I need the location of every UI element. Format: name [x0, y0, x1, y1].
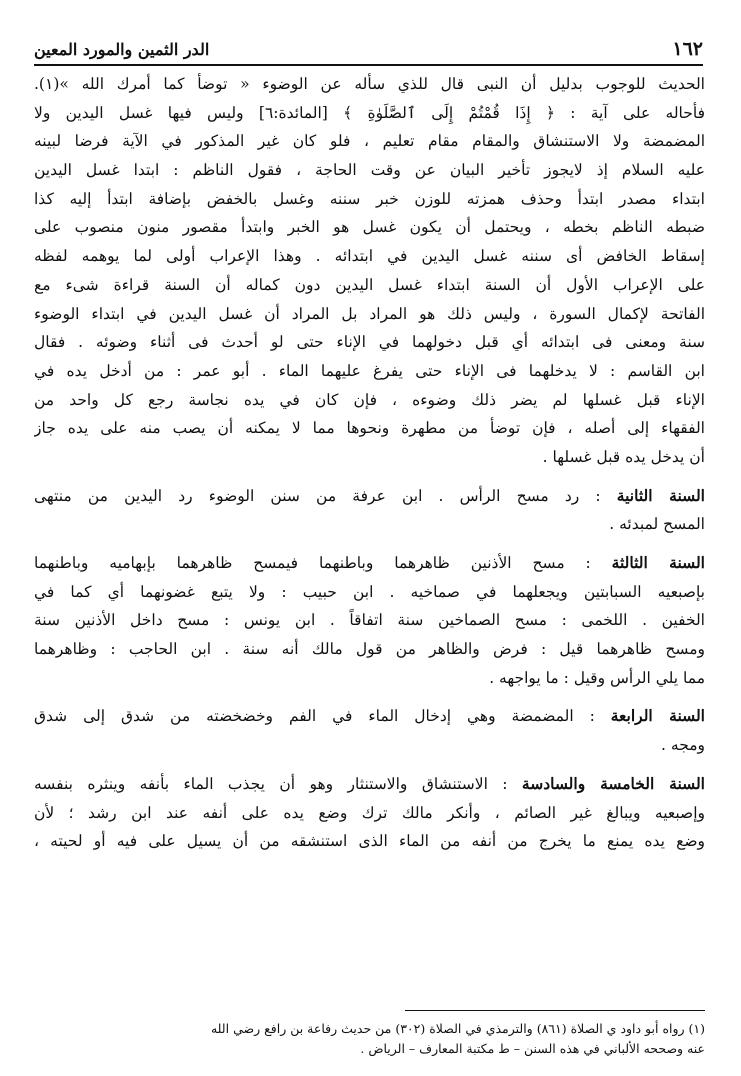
footnote-rule — [405, 1010, 705, 1011]
text-line: بإصبعيه السبابتين ويجعلهما في صماخيه . ابن حبيب : ولا يتبع غضونهما أي كما في — [34, 582, 705, 601]
section-lead: السنة الثانية — [616, 485, 705, 505]
page-number: ١٦٢ — [672, 38, 703, 60]
text-line: ضبطه الناظم بخطه ، ويحتمل أن يكون غسل هو الخبر وابتدأ مقصور منون منصوب على — [34, 218, 705, 237]
text-line: المسح لمبدئه . — [609, 515, 705, 534]
text-line: عليه السلام إذ لايجوز تأخير البيان عن وقت الحاجة ، فقول الناظم : ابتدا غسل اليدين — [34, 161, 705, 180]
text-line: وإصبعيه ويبالغ غير الصائم ، وأنكر مالك ترك وضع يده على أنفه عند ابن رشد ؛ لأن — [34, 803, 705, 822]
text-line: الخفين . اللخمى : مسح الصماخين سنة اتفاقاً . ابن يونس : مسح داخل الأذنين سنة — [34, 611, 705, 630]
text-line: المضمضة ولا الاستنشاق والمقام مقام تعليم ، فلو كان غير المذكور في الآية فرضا لبينه — [34, 132, 705, 151]
text-line: السنة الرابعة : المضمضة وهي إدخال الماء في الفم وخضخضته من شدق إلى شدق — [34, 706, 705, 726]
text-line: الفقهاء إلى أصله ، فإن توضأ من مطهرة ونحوها مما لا يمكنه أن يصب منه على يده جاز — [34, 419, 705, 438]
text-line: السنة الخامسة والسادسة : الاستنشاق والاستنثار وهو أن يجذب الماء بأنفه وينثره بنفسه — [34, 773, 705, 793]
footnote-line: عنه وصححه الألباني في هذه السنن – ط مكتبة المعارف – الرياض . — [360, 1041, 705, 1056]
paragraph-sunnah-2 — [34, 482, 705, 539]
text-line: الحديث للوجوب بدليل أن النبى قال للذي سأله عن الوضوء « توضأ كما أمرك الله »(١). — [34, 75, 705, 93]
text-line: السنة الثالثة : مسح الأذنين ظاهرهما وباطنهما فيمسح ظاهرهما بإبهاميه وباطنهما — [34, 553, 705, 572]
text-line: سنة ومعنى فى ابتدائه أي قبل دخولهما في الإناء حتى لو أحدث فى أثناء وضوئه . فقال — [34, 333, 705, 352]
footnote — [34, 1010, 705, 1059]
text-line: أن يدخل يده قبل غسلها . — [542, 447, 705, 466]
text-line: فأحاله على آية : ﴿ إِذَا قُمْتُمْ إِلَى ٱلصَّلَوٰةِ ﴾ [المائدة:٦] وليس فيها غسل اليدين ولا — [34, 103, 705, 122]
section-lead: السنة الثالثة — [611, 553, 705, 572]
section-lead: السنة الخامسة والسادسة — [521, 773, 705, 793]
paragraph-sunnah-3 — [34, 549, 705, 692]
text-line: الإناء قبل غسلها لم يضر ذلك وضوءه ، فإن كان في يده نجاسة رجع كل واحد من — [34, 390, 705, 409]
text-line: ابن القاسم : لا يدخلهما فى الإناء حتى يفرغ عليهما الماء . أبو عمر : من أدخل يده في — [34, 361, 705, 380]
paragraph-sunnah-4 — [34, 702, 705, 759]
text-line: ومجه . — [661, 736, 705, 755]
text-line: ابتداء مصدر ابتدأ وحذف همزته للوزن خبر سننه وغسل بالخفض بإضافة ابتدأ إليه كذا — [34, 189, 705, 208]
footnote-line: (١) رواه أبو داود ي الصلاة (٨٦١) والترمذي في الصلاة (٣٠٢) من حديث رفاعة بن رافع رضي الله — [210, 1021, 705, 1036]
text-line: وضع يده يمنع ما يخرج من أنفه من الماء الذى استنشقه من أن يسيل على فيه أو لحيته ، — [34, 832, 705, 851]
text-line: على الإعراب الأول أن السنة ابتداء غسل اليدين دون كماله أن السنة قراءة شىء مع — [34, 275, 705, 294]
book-title: الدر الثمين والمورد المعين — [34, 40, 210, 59]
text-line: مما يلي الرأس وقيل : ما يواجهه . — [489, 668, 705, 687]
text-line: الفاتحة لإكمال السورة ، وليس ذلك هو المراد بل المراد أن غسل اليدين في ابتداء الوضوء — [34, 304, 705, 323]
paragraph-sunnah-5-6 — [34, 770, 705, 856]
running-header — [34, 38, 703, 66]
paragraph — [34, 70, 705, 472]
text-line: إسقاط الخافض أى سننه غسل اليدين في ابتدائه . وهذا الإعراب أولى لما يوهمه لفظه — [34, 247, 705, 266]
main-text — [34, 70, 705, 856]
text-line: السنة الثانية : رد مسح الرأس . ابن عرفة من سنن الوضوء رد اليدين من منتهى — [34, 485, 705, 505]
section-lead: السنة الرابعة — [610, 706, 705, 726]
text-line: ومسح ظاهرهما قيل : فرض والظاهر من قول مالك أنه سنة . ابن الحاجب : وظاهرهما — [34, 640, 705, 659]
